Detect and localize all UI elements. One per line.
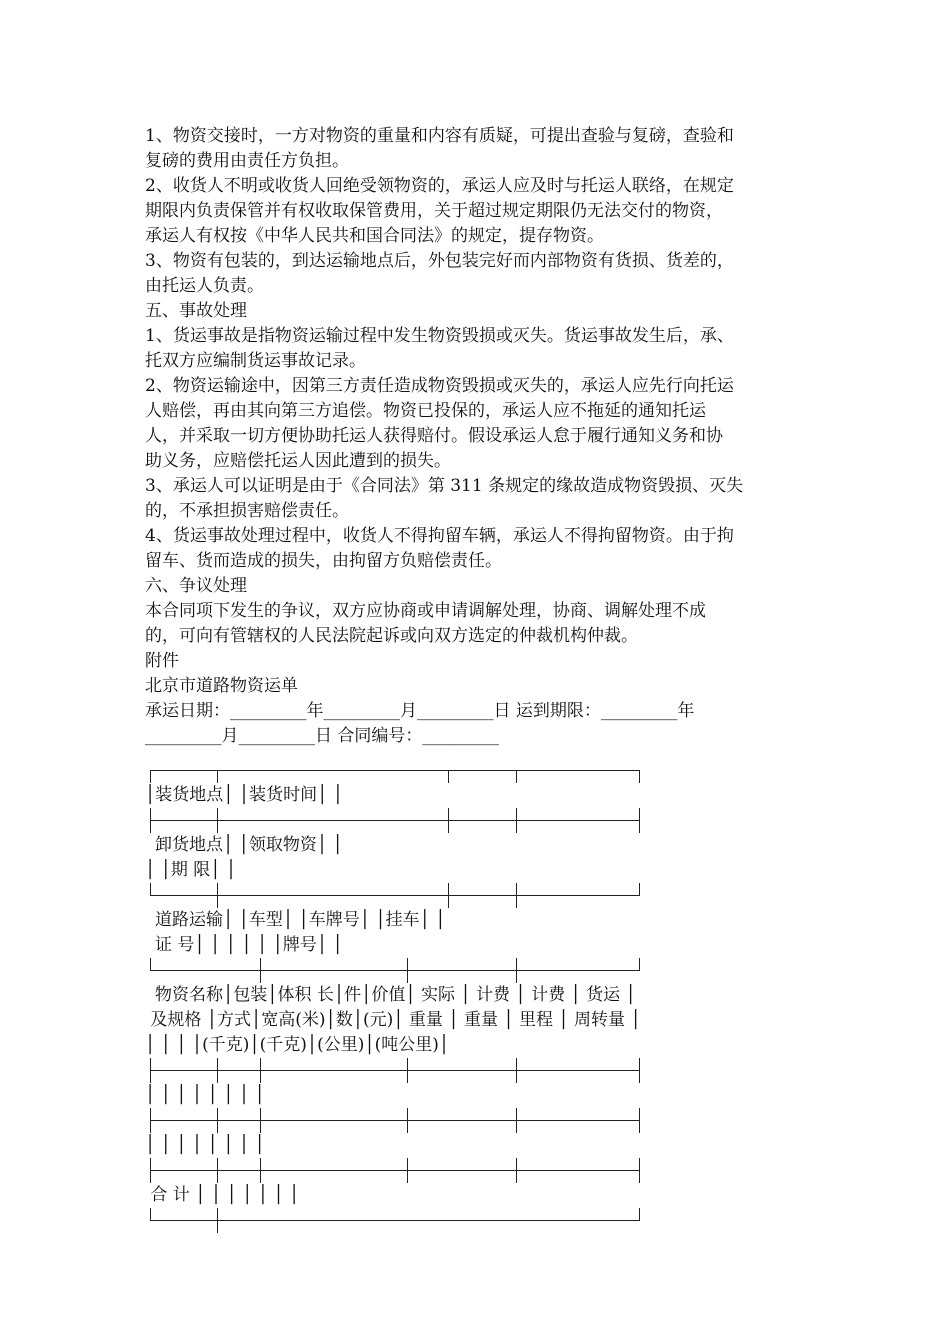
table-row: 卸货地点│ │领取物资│ │ — [155, 835, 343, 855]
text-line: 3、承运人可以证明是由于《合同法》第 311 条规定的缘故造成物资毁损、灭失 — [145, 476, 744, 496]
text-line: 复磅的费用由责任方负担。 — [145, 151, 349, 171]
text-line: 留车、货而造成的损失，由拘留方负赔偿责任。 — [145, 551, 502, 571]
section-heading: 六、争议处理 — [145, 576, 247, 596]
document-body — [145, 124, 810, 749]
text-line: 本合同项下发生的争议，双方应协商或申请调解处理，协商、调解处理不成 — [145, 601, 706, 621]
table-rule — [145, 1108, 665, 1133]
table-row: 证 号│ │ │ │ │ │牌号│ │ — [155, 935, 343, 955]
table-row: │ │ │ │(千克)│(千克)│(公里)│(吨公里)│ — [145, 1035, 450, 1055]
text-line: 承运人有权按《中华人民共和国合同法》的规定，提存物资。 — [145, 226, 604, 246]
table-row: │装货地点│ │装货时间│ │ — [145, 785, 343, 805]
text-line: 的，不承担损害赔偿责任。 — [145, 501, 349, 521]
table-rule — [145, 1208, 665, 1233]
table-rule — [145, 1058, 665, 1083]
table-rule — [145, 808, 665, 833]
table-total-row: 合 计 │ │ │ │ │ │ │ — [145, 1185, 300, 1205]
table-row: 物资名称│包装│体积 长│件│价值│ 实际 │ 计费 │ 计费 │ 货运 │ — [155, 985, 636, 1005]
text-line: 期限内负责保管并有权收取保管费用，关于超过规定期限仍无法交付的物资， — [145, 201, 723, 221]
text-line: 3、物资有包装的，到达运输地点后，外包装完好而内部物资有货损、货差的， — [145, 251, 734, 271]
waybill-table — [145, 758, 665, 1233]
waybill-title: 北京市道路物资运单 — [145, 676, 298, 696]
text-line: 4、货运事故处理过程中，收货人不得拘留车辆，承运人不得拘留物资。由于拘 — [145, 526, 734, 546]
text-line: 托双方应编制货运事故记录。 — [145, 351, 366, 371]
text-line: 人，并采取一切方便协助托运人获得赔付。假设承运人怠于履行通知义务和协 — [145, 426, 723, 446]
table-rule — [145, 883, 665, 908]
waybill-contract-line: _________月_________日 合同编号：_________ — [145, 726, 499, 746]
text-line: 2、物资运输途中，因第三方责任造成物资毁损或灭失的，承运人应先行向托运 — [145, 376, 734, 396]
table-rule — [145, 1158, 665, 1183]
table-rule — [145, 758, 665, 783]
attachment-heading: 附件 — [145, 651, 179, 671]
table-rule — [145, 958, 665, 983]
table-row: │ │期 限│ │ — [145, 860, 237, 880]
table-row: │ │ │ │ │ │ │ │ — [145, 1085, 265, 1105]
text-line: 由托运人负责。 — [145, 276, 264, 296]
text-line: 1、货运事故是指物资运输过程中发生物资毁损或灭失。货运事故发生后，承、 — [145, 326, 734, 346]
waybill-date-line: 承运日期：_________年_________月_________日 运到期限：_________年 — [145, 701, 695, 721]
text-line: 的，可向有管辖权的人民法院起诉或向双方选定的仲裁机构仲裁。 — [145, 626, 638, 646]
table-row: 及规格 │方式│宽高(米)│数│(元)│ 重量 │ 重量 │ 里程 │ 周转量 │ — [145, 1010, 641, 1030]
text-line: 1、物资交接时，一方对物资的重量和内容有质疑，可提出查验与复磅，查验和 — [145, 126, 734, 146]
text-line: 助义务，应赔偿托运人因此遭到的损失。 — [145, 451, 451, 471]
table-row: 道路运输│ │车型│ │车牌号│ │挂车│ │ — [155, 910, 446, 930]
text-line: 人赔偿，再由其向第三方追偿。物资已投保的，承运人应不拖延的通知托运 — [145, 401, 706, 421]
text-line: 2、收货人不明或收货人回绝受领物资的，承运人应及时与托运人联络，在规定 — [145, 176, 734, 196]
section-heading: 五、事故处理 — [145, 301, 247, 321]
table-row: │ │ │ │ │ │ │ │ — [145, 1135, 265, 1155]
